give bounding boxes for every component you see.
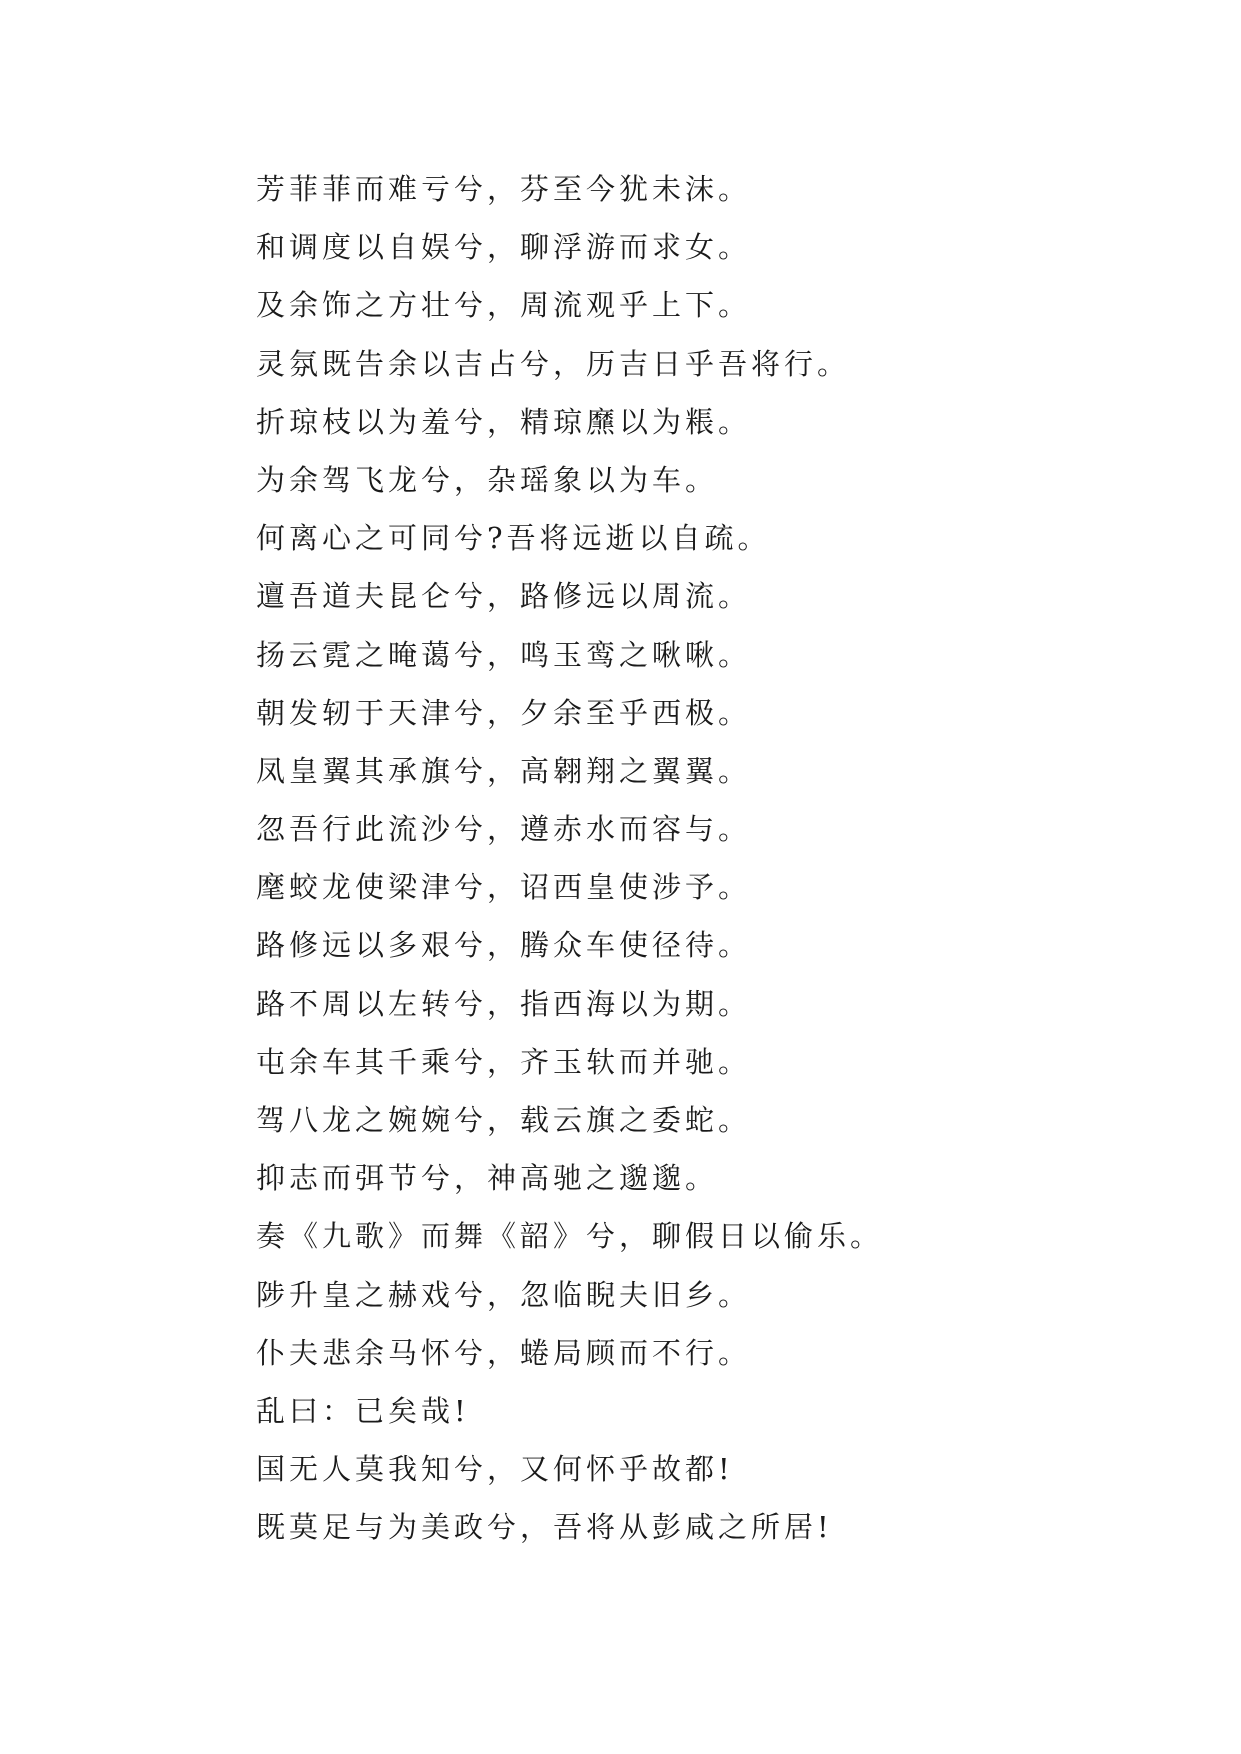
poem-line: 及余饰之方壮兮，周流观乎上下。 [256,288,752,323]
poem-line: 忽吾行此流沙兮，遵赤水而容与。 [256,812,752,847]
poem-line: 仆夫悲余马怀兮，蜷局顾而不行。 [256,1335,752,1370]
poem-line: 邅吾道夫昆仑兮，路修远以周流。 [256,579,752,614]
poem-line: 为余驾飞龙兮，杂瑶象以为车。 [256,462,719,497]
poem-line: 既莫足与为美政兮，吾将从彭咸之所居! [256,1510,833,1545]
poem-line: 驾八龙之婉婉兮，载云旗之委蛇。 [256,1103,752,1137]
poem-line: 乱曰：已矣哉! [256,1393,470,1428]
poem-line: 凤皇翼其承旗兮，高翱翔之翼翼。 [256,753,752,788]
poem-line: 麾蛟龙使梁津兮，诏西皇使涉予。 [256,870,752,905]
poem-text [256,160,1156,1557]
poem-line: 路修远以多艰兮，腾众车使径待。 [256,928,752,963]
poem-line: 芳菲菲而难亏兮，芬至今犹未沫。 [256,172,752,206]
poem-line: 陟升皇之赫戏兮，忽临睨夫旧乡。 [256,1277,752,1312]
poem-line: 屯余车其千乘兮，齐玉轪而并驰。 [256,1044,752,1079]
poem-line: 奏《九歌》而舞《韶》兮，聊假日以偷乐。 [256,1219,884,1254]
poem-line: 国无人莫我知兮，又何怀乎故都! [256,1452,734,1487]
poem-line: 和调度以自娱兮，聊浮游而求女。 [256,230,752,265]
poem-line: 路不周以左转兮，指西海以为期。 [256,986,752,1021]
poem-line: 扬云霓之晻蔼兮，鸣玉鸾之啾啾。 [256,637,752,672]
poem-line: 折琼枝以为羞兮，精琼爢以为粻。 [256,404,752,439]
poem-line: 何离心之可同兮?吾将远逝以自疏。 [256,521,771,556]
poem-line: 朝发轫于天津兮，夕余至乎西极。 [256,695,752,730]
poem-line: 抑志而弭节兮，神高驰之邈邈。 [256,1161,719,1196]
poem-line: 灵氛既告余以吉占兮，历吉日乎吾将行。 [256,346,851,381]
